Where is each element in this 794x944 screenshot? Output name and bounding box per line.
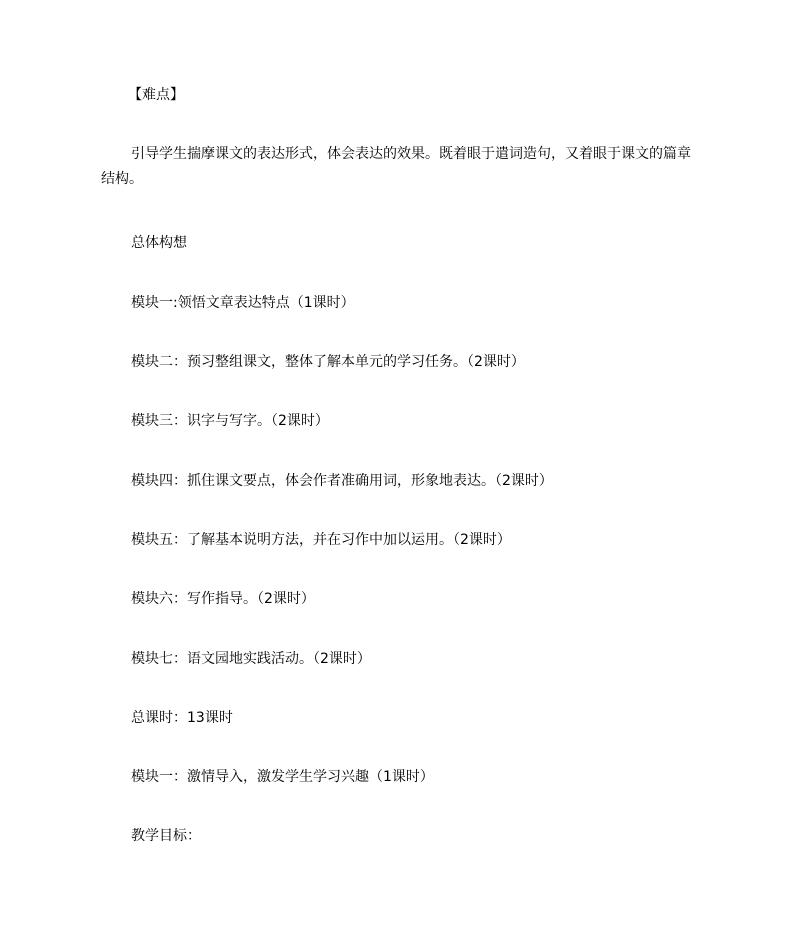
- module-list-item: 模块六：写作指导。（2课时）: [131, 591, 315, 607]
- teaching-goal-heading: 教学目标：: [131, 828, 201, 844]
- module-list-item: 模块四：抓住课文要点，体会作者准确用词，形象地表达。（2课时）: [131, 473, 553, 489]
- module-list-item: 模块七：语文园地实践活动。（2课时）: [131, 651, 371, 667]
- module-one-title: 模块一：激情导入，激发学生学习兴趣（1课时）: [131, 769, 434, 785]
- total-hours: 总课时：13课时: [131, 710, 233, 726]
- module-list-item: 模块五：了解基本说明方法，并在习作中加以运用。（2课时）: [131, 532, 511, 548]
- difficulty-paragraph: 引导学生揣摩课文的表达形式，体会表达的效果。既着眼于遣词造句，又着眼于课文的篇章结构。: [101, 146, 691, 187]
- module-list-item: 模块三：识字与写字。（2课时）: [131, 413, 329, 429]
- module-list-item: 模块一:领悟文章表达特点（1课时）: [131, 295, 355, 311]
- overall-plan-heading: 总体构想: [131, 235, 187, 251]
- module-list-item: 模块二：预习整组课文，整体了解本单元的学习任务。（2课时）: [131, 354, 525, 370]
- difficulty-heading: 【难点】: [128, 87, 184, 103]
